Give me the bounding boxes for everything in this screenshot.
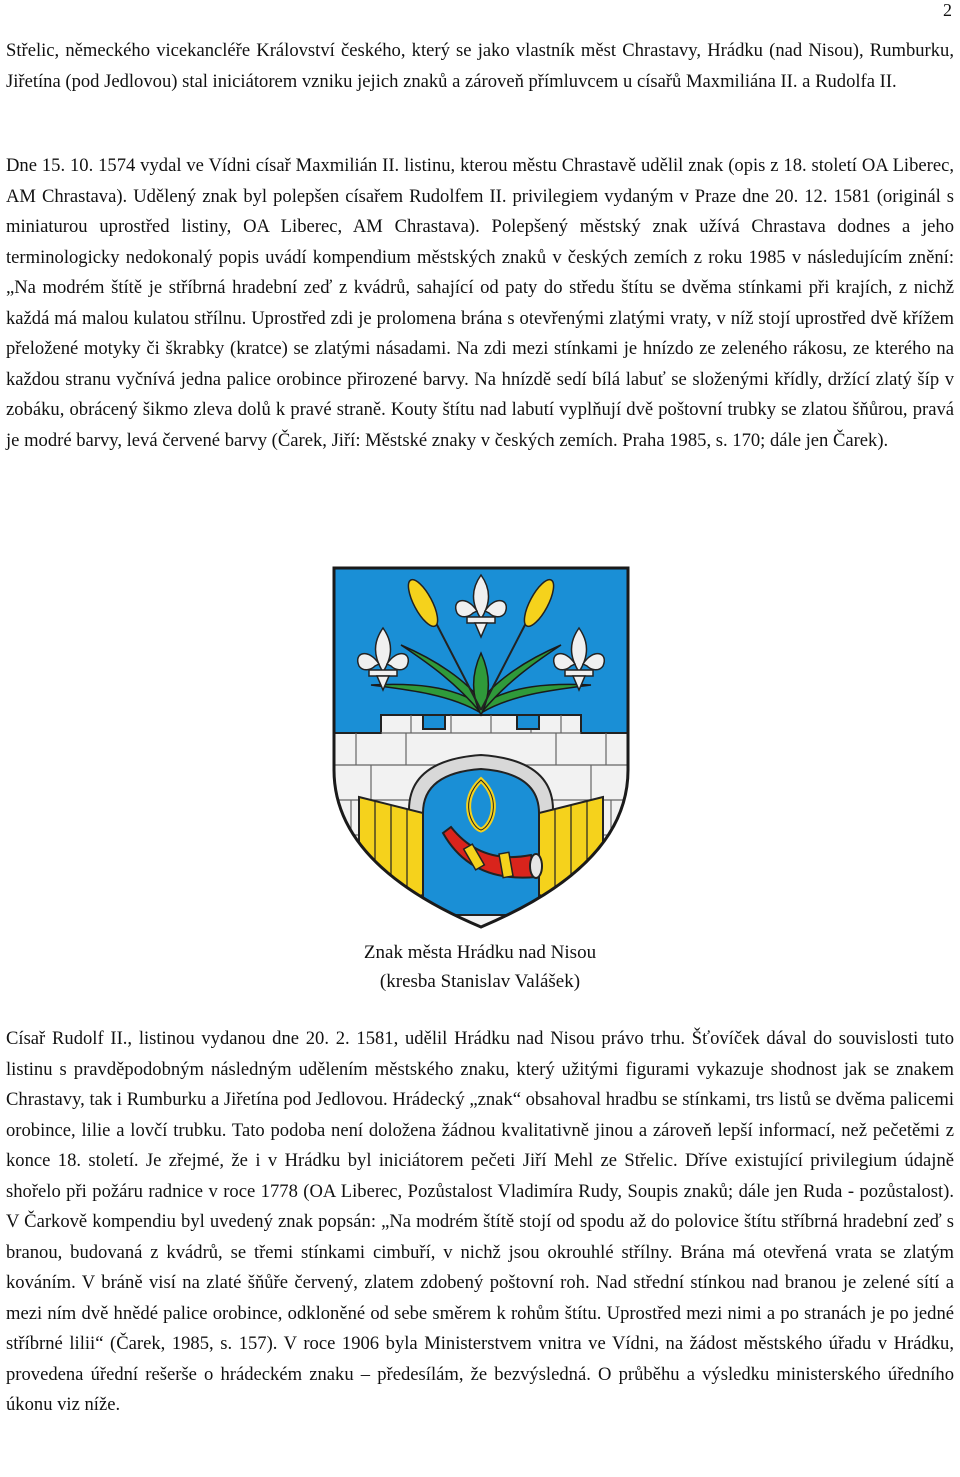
figure-caption-credit: (kresba Stanislav Valášek) [379,971,581,992]
paragraph-hradek: Císař Rudolf II., listinou vydanou dne 20. 2. 1581, udělil Hrádku nad Nisou právo trhu. Šťovíček dával do souvislosti tuto listinu s pravděpodobným následným udělením městského znaku, který užitými figurami vykazuje shodnost jak se znakem Chrastavy, tak i Rumburku a Jiřetína pod Jedlovou. Hrádecký „znak“ obsahoval hradbu se stínkami, trs listů se dvěma palicemi orobince, lilie a lovčí trubku. Tato podoba není doložena žádnou kvalitativně jinou a zároveň lepší informací, než pečetěmi z konce 18. století. Je zřejmé, že i v Hrádku byl iniciátorem pečeti Jiří Mehl ze Střelic. Dříve existující privilegium údajně shořelo při požáru radnice v roce 1778 (OA Liberec, Pozůstalost Vladimíra Rudy, Soupis znaků; dále jen Ruda - pozůstalost). V Čarkově kompendiu byl uvedený znak popsán: „Na modrém štítě stojí od spodu až do polovice štítu stříbrná hradební zeď s branou, budovaná z kvádrů, se třemi stínkami cimbuří, v nichž jsou okrouhlé střílny. Brána má otevřená vrata se zlatým kováním. V bráně visí na zlaté šňůře červený, zlatem zdobený poštovní roh. Nad střední stínkou nad branou je zelené sítí a mezi ním dvě hnědé palice orobince, odkloněné od sebe směrem k rohům štítu. Uprostřed mezi nimi a po stranách je po jedné stříbrné lilii“ (Čarek, 1985, s. 157). V roce 1906 byla Ministerstvem vnitra ve Vídni, na žádost městského úřadu v Hrádku, provedena úřední rešerše o hrádeckém znaku – předesílám, že bezvýsledná. O průběhu a výsledku ministerského úředního úkonu viz níže. [6,1028,954,1415]
coat-of-arms-emblem [331,565,631,930]
paragraph-intro: Střelic, německého vicekancléře Království českého, který se jako vlastník měst Chrastavy, Hrádku (nad Nisou), Rumburku, Jiřetína (pod Jedlovou) stal iniciátorem vzniku jejich znaků a zároveň přímluvcem u císařů Maxmiliána II. a Rudolfa II. [6,40,954,92]
page-number: 2 [943,0,952,20]
paragraph-chrastava: Dne 15. 10. 1574 vydal ve Vídni císař Maxmilián II. listinu, kterou městu Chrastavě udělil znak (opis z 18. století OA Liberec, AM Chrastava). Udělený znak byl polepšen císařem Rudolfem II. privilegiem vydaným v Praze dne 20. 12. 1581 (originál s miniaturou uprostřed listiny, OA Liberec, AM Chrastava). Polepšený městský znak užívá Chrastava dodnes a jeho terminologicky nedokonalý popis uvádí kompendium městských znaků v českých zemích z roku 1985 v následujícím znění: „Na modrém štítě je stříbrná hradební zeď z kvádrů, sahající od paty do středu štítu se dvěma stínkami při krajích, z nichž každá má malou kulatou střílnu. Uprostřed zdi je prolomena brána s otevřenými zlatými vraty, v níž stojí uprostřed dvě křížem přeložené motyky či škrabky (kratce) se zlatými násadami. Na zdi mezi stínkami je hnízdo ze zeleného rákosu, ze kterého na každou stranu vyčnívá jedna palice orobince přirozené barvy. Na hnízdě sedí bílá labuť se složenými křídly, držící zlatý šíp v zobáku, obrácený šikmo zleva dolů k pravé straně. Kouty štítu nad labutí vyplňují dvě poštovní trubky se zlatou šňůrou, pravá je modré barvy, levá červené barvy (Čarek, Jiří: Městské znaky v českých zemích. Praha 1985, s. 170; dále jen Čarek). [6,155,954,451]
figure-caption-title: Znak města Hrádku nad Nisou [363,942,597,963]
